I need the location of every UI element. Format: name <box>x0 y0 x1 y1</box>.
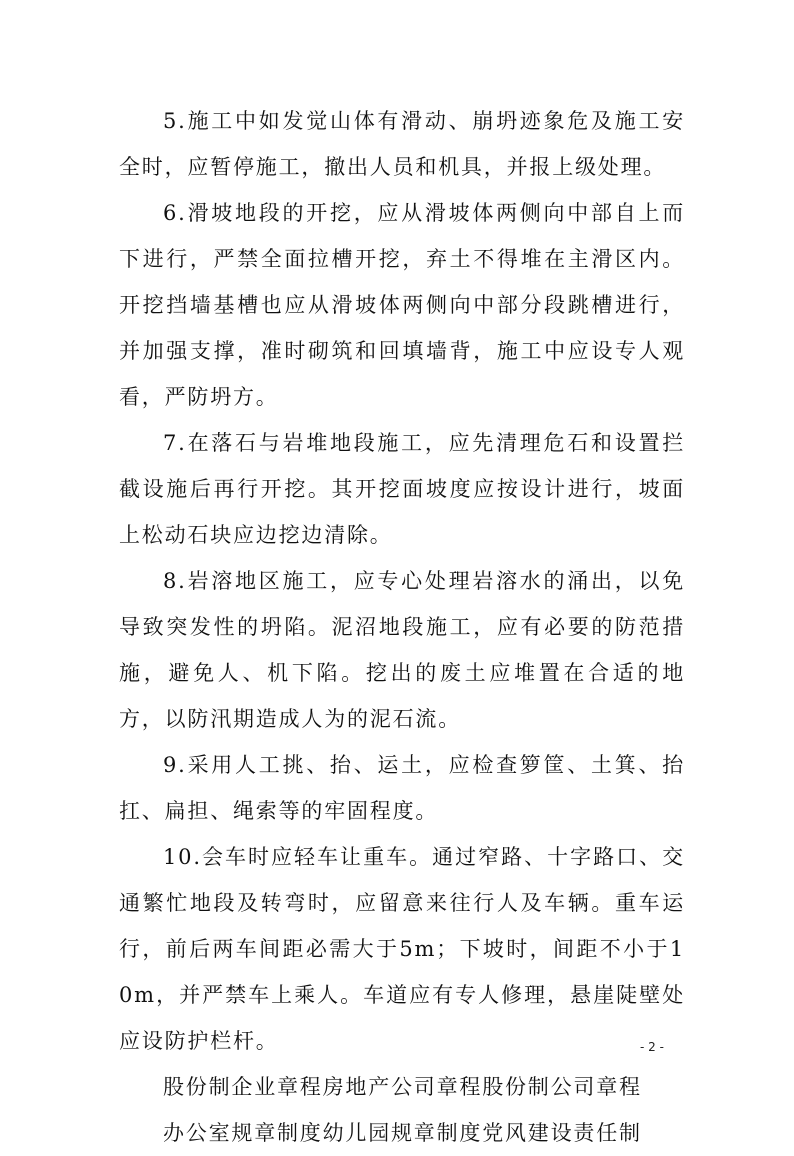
related-documents-line-2: 办公室规章制度幼儿园规章制度党风建设责任制 <box>163 1121 642 1145</box>
paragraph-item-8: 8.岩溶地区施工，应专心处理岩溶水的涌出，以免导致突发性的坍陷。泥沼地段施工，应有必要的防范措施，避免人、机下陷。挖出的废土应堆置在合适的地方，以防汛期造成人为的泥石流。 <box>119 569 685 731</box>
paragraph-item-7: 7.在落石与岩堆地段施工，应先清理危石和设置拦截设施后再行开挖。其开挖面坡度应按设计进行，坡面上松动石块应边挖边清除。 <box>119 431 685 547</box>
page-number: - 2 - <box>640 1040 664 1054</box>
paragraph-item-9: 9.采用人工挑、抬、运土，应检查箩筐、土箕、抬扛、扁担、绳索等的牢固程度。 <box>119 753 685 823</box>
paragraph-item-10: 10.会车时应轻车让重车。通过窄路、十字路口、交通繁忙地段及转弯时，应留意来往行人及车辆。重车运行，前后两车间距必需大于5m；下坡时，间距不小于10m，并严禁车上乘人。车道应有专人修理，悬崖陡壁处应设防护栏杆。 <box>119 845 685 1053</box>
paragraph-item-5: 5.施工中如发觉山体有滑动、崩坍迹象危及施工安全时，应暂停施工，撤出人员和机具，并报上级处理。 <box>119 109 685 179</box>
document-body <box>119 98 685 1156</box>
related-documents-line-1: 股份制企业章程房地产公司章程股份制公司章程 <box>163 1075 642 1099</box>
paragraph-item-6: 6.滑坡地段的开挖，应从滑坡体两侧向中部自上而下进行，严禁全面拉槽开挖，弃土不得堆在主滑区内。开挖挡墙基槽也应从滑坡体两侧向中部分段跳槽进行，并加强支撑，准时砌筑和回填墙背，施工中应设专人观看，严防坍方。 <box>119 201 685 409</box>
